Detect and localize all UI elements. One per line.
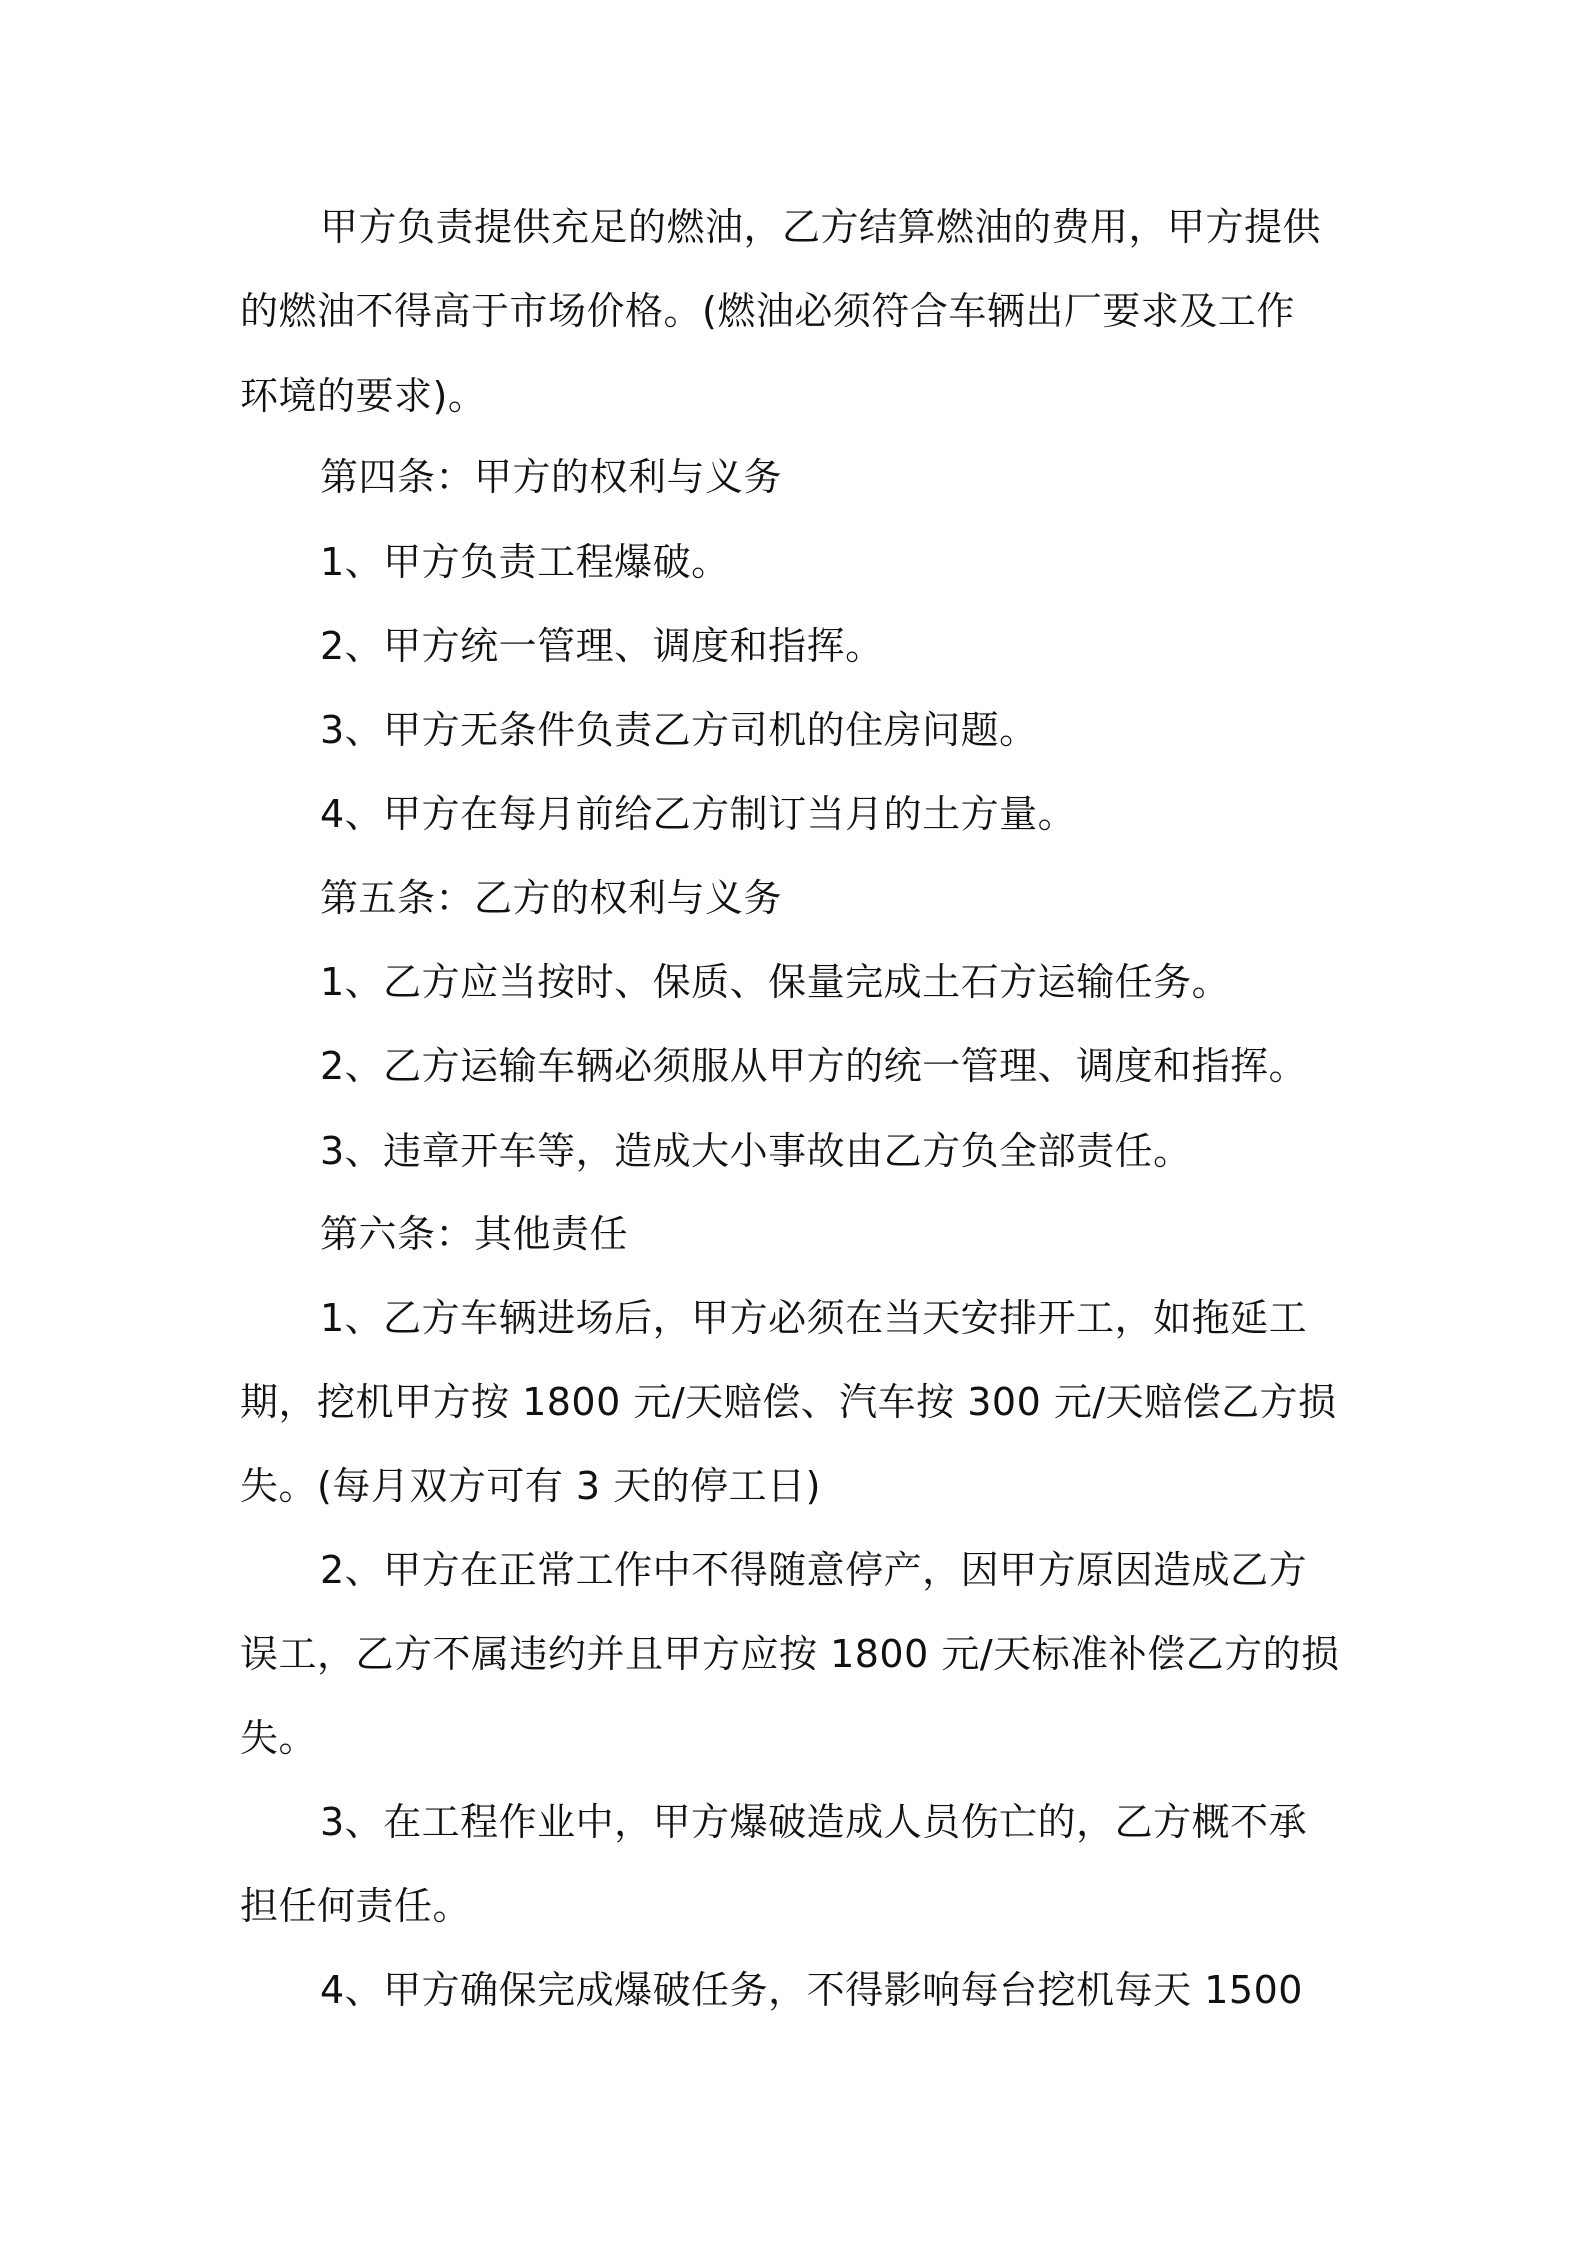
article-6-heading: 第六条：其他责任 [320, 1212, 629, 1256]
article-6-item-2-line-2: 误工，乙方不属违约并且甲方应按 1800 元/天标准补偿乙方的损 [240, 1632, 1340, 1676]
article-6-item-1-line-2: 期，挖机甲方按 1800 元/天赔偿、汽车按 300 元/天赔偿乙方损 [240, 1380, 1337, 1424]
article-4-heading: 第四条：甲方的权利与义务 [320, 455, 783, 499]
article-6-item-2-line-1: 2、甲方在正常工作中不得随意停产，因甲方原因造成乙方 [320, 1548, 1308, 1592]
article-6-item-3-line-2: 担任何责任。 [240, 1884, 472, 1928]
paragraph-fuel-line-3: 环境的要求)。 [240, 374, 487, 418]
article-6-item-3-line-1: 3、在工程作业中，甲方爆破造成人员伤亡的，乙方概不承 [320, 1800, 1308, 1844]
article-6-item-1-line-1: 1、乙方车辆进场后，甲方必须在当天安排开工，如拖延工 [320, 1296, 1308, 1340]
article-6-item-2-line-3: 失。 [240, 1716, 318, 1760]
article-5-item-2: 2、乙方运输车辆必须服从甲方的统一管理、调度和指挥。 [320, 1044, 1308, 1088]
paragraph-fuel-line-2: 的燃油不得高于市场价格。(燃油必须符合车辆出厂要求及工作 [240, 289, 1295, 333]
article-6-item-4-line-1: 4、甲方确保完成爆破任务，不得影响每台挖机每天 1500 [320, 1968, 1303, 2012]
article-5-item-3: 3、违章开车等，造成大小事故由乙方负全部责任。 [320, 1129, 1192, 1173]
article-4-item-1: 1、甲方负责工程爆破。 [320, 540, 730, 584]
paragraph-fuel-line-1: 甲方负责提供充足的燃油，乙方结算燃油的费用，甲方提供 [320, 205, 1322, 249]
article-6-item-1-line-3: 失。(每月双方可有 3 天的停工日) [240, 1464, 821, 1508]
article-4-item-4: 4、甲方在每月前给乙方制订当月的土方量。 [320, 792, 1077, 836]
article-5-item-1: 1、乙方应当按时、保质、保量完成土石方运输任务。 [320, 960, 1231, 1004]
article-4-item-3: 3、甲方无条件负责乙方司机的住房问题。 [320, 708, 1038, 752]
article-4-item-2: 2、甲方统一管理、调度和指挥。 [320, 624, 884, 668]
article-5-heading: 第五条：乙方的权利与义务 [320, 876, 783, 920]
